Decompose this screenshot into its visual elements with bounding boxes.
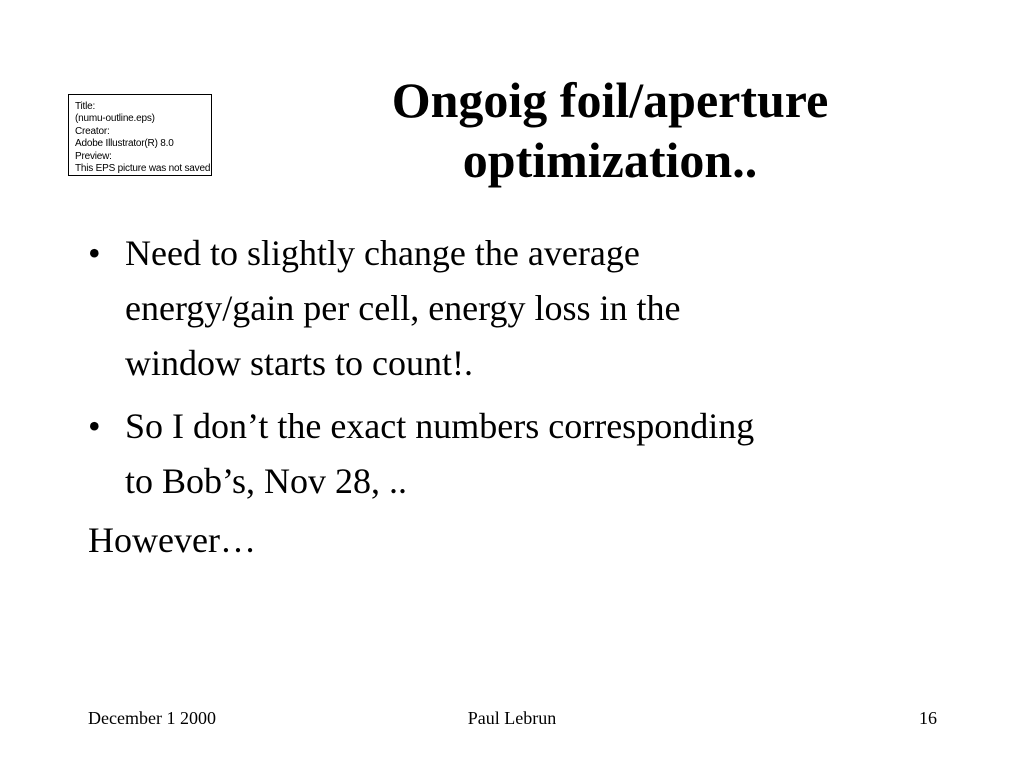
closing-text: However… <box>88 520 256 560</box>
slide-title-line: Ongoig foil/aperture <box>391 72 829 128</box>
footer-page-number: 16 <box>919 708 937 728</box>
eps-placeholder-line: Adobe Illustrator(R) 8.0 <box>75 138 174 150</box>
eps-placeholder-line: Preview: <box>75 150 112 162</box>
bullet-line: energy/gain per cell, energy loss in the <box>125 288 681 328</box>
footer-date: December 1 2000 <box>88 708 216 728</box>
footer-author: Paul Lebrun <box>467 708 557 728</box>
bullet-line: to Bob’s, Nov 28, .. <box>125 461 408 501</box>
bullet-line: So I don’t the exact numbers corresponding <box>125 406 755 446</box>
bullet-line: window starts to count!. <box>125 343 473 383</box>
eps-placeholder-line: Title: <box>75 101 96 112</box>
slide-title-line: optimization.. <box>462 132 758 188</box>
slide-title <box>240 70 980 190</box>
bullet-marker: • <box>88 233 101 273</box>
eps-placeholder-line: Creator: <box>75 125 110 137</box>
slide-body <box>88 226 968 568</box>
eps-placeholder-line: This EPS picture was not saved <box>75 163 211 175</box>
eps-placeholder-line: (numu-outline.eps) <box>75 113 155 125</box>
eps-placeholder-image <box>68 94 212 176</box>
bullet-line: Need to slightly change the average <box>125 233 640 273</box>
bullet-item <box>88 226 968 391</box>
bullet-item <box>88 399 968 509</box>
bullet-marker: • <box>88 406 101 446</box>
